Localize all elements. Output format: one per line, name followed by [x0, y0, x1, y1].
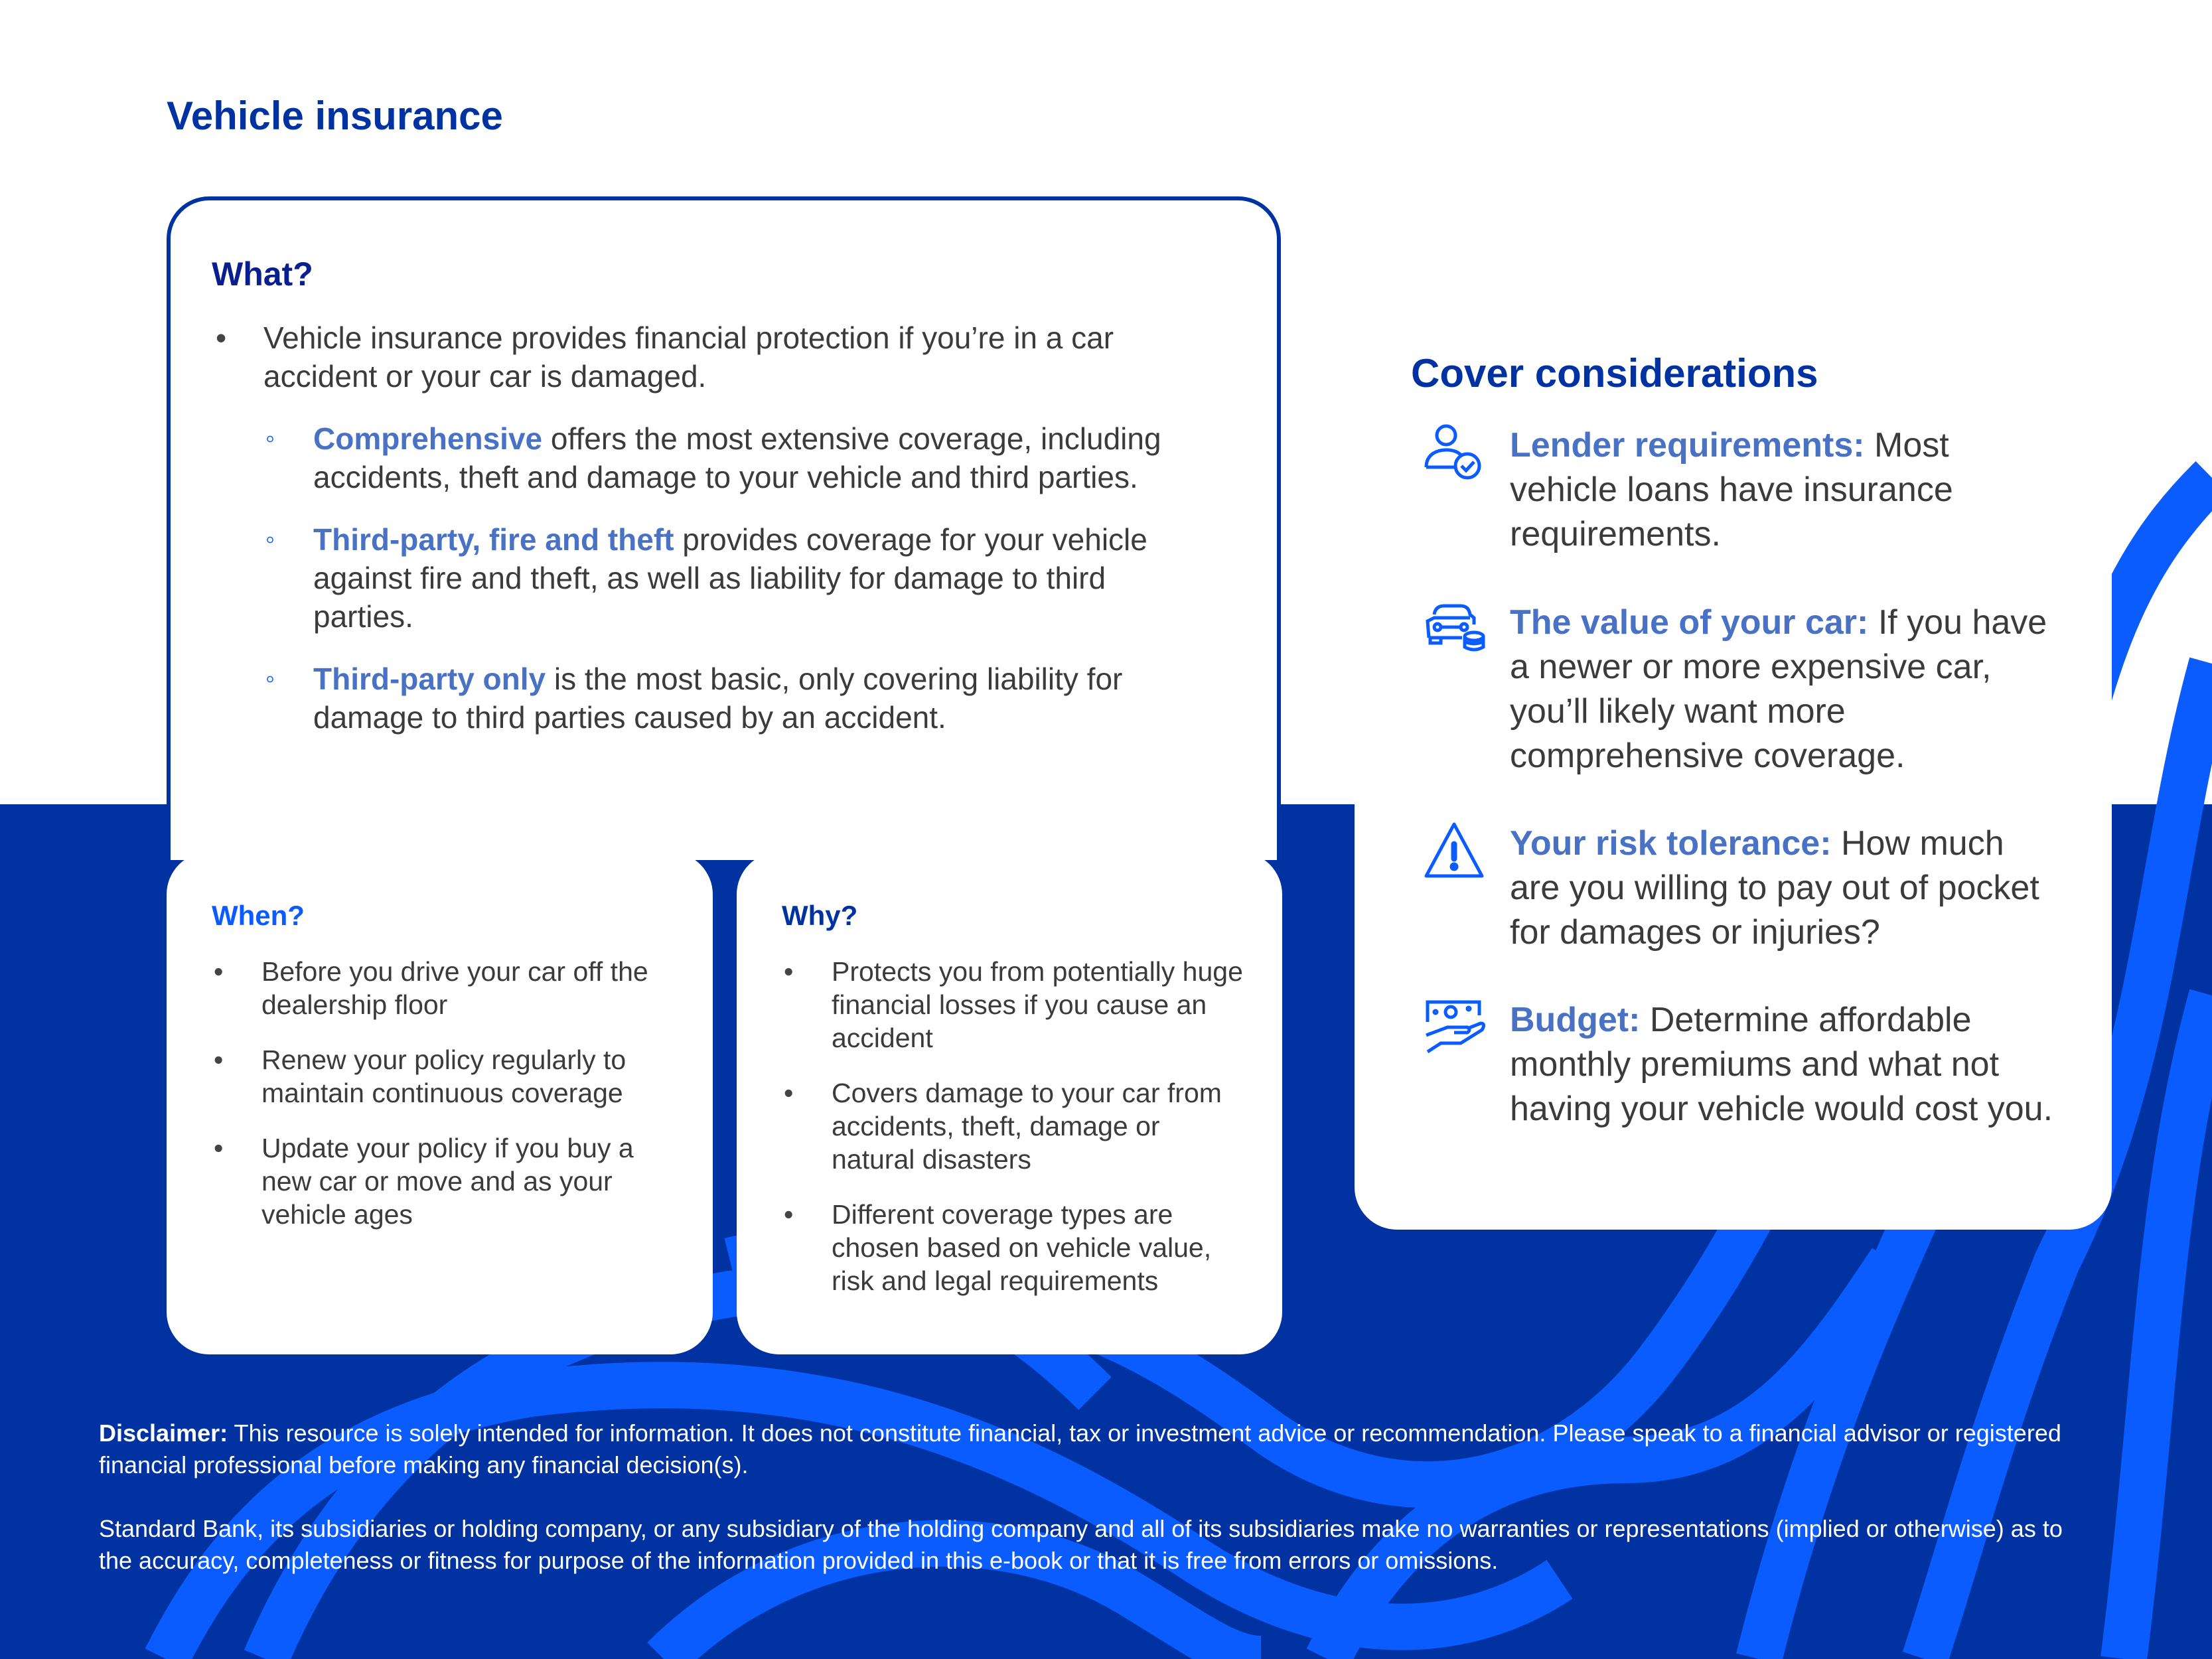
when-heading: When? [212, 900, 305, 931]
legal-text: Standard Bank, its subsidiaries or holding company, or any subsidiary of the holding company and all of its subsidiaries make no warranties or representations (implied or otherwise) as to the accuracy, completeness or fitness for purpose of the information provided in this e-book or that it is free from errors or omissions. [99, 1515, 2063, 1574]
when-item: • Update your policy if you buy a new car or move and as your vehicle ages [261, 1131, 673, 1231]
cover-item [1510, 423, 2054, 557]
disclaimer-body: This resource is solely intended for information. It does not constitute financial, tax or investment advice or recommendation. Please speak to a financial advisor or registered financial professional before making any financial decision(s). [99, 1419, 2061, 1479]
type-item [313, 520, 1193, 636]
what-intro [263, 319, 1193, 737]
cover-text: Determine affordable monthly premiums and what not having your vehicle would cost you. [1510, 1001, 2053, 1128]
type-text: is the most basic, only covering liability for damage to third parties caused by an accident. [313, 662, 1123, 735]
when-item: • Before you drive your car off the dealership floor [261, 955, 673, 1021]
hand-money-icon [1421, 995, 1487, 1062]
cover-text: How much are you willing to pay out of pocket for damages or injuries? [1510, 824, 2039, 952]
type-term: Third-party only [313, 662, 546, 696]
intro-text: Vehicle insurance provides financial protection if you’re in a car accident or your car is damaged. [263, 321, 1114, 394]
why-item: • Covers damage to your car from accidents, theft, damage or natural disasters [832, 1076, 1243, 1176]
disclaimer-text [99, 1417, 2090, 1481]
page-title: Vehicle insurance [167, 94, 503, 138]
type-term: Comprehensive [313, 421, 543, 456]
type-item [313, 419, 1193, 496]
cover-text: If you have a newer or more expensive car, you’ll likely want more comprehensive coverage. [1510, 603, 2047, 775]
why-item: • Different coverage types are chosen based on vehicle value, risk and legal requirements [832, 1198, 1243, 1297]
user-check-icon [1421, 421, 1487, 487]
car-coins-icon [1421, 598, 1487, 664]
cover-term: Budget: [1510, 1001, 1641, 1039]
warning-icon [1421, 819, 1487, 885]
cover-item [1510, 601, 2054, 778]
why-card [737, 852, 1282, 1354]
disclaimer-label: Disclaimer: [99, 1419, 228, 1447]
why-heading: Why? [782, 900, 858, 931]
cover-heading: Cover considerations [1411, 351, 1818, 396]
cover-item [1510, 822, 2054, 955]
why-item: • Protects you from potentially huge financial losses if you cause an accident [832, 955, 1243, 1054]
type-item [313, 660, 1193, 737]
cover-item [1510, 998, 2054, 1131]
when-item: • Renew your policy regularly to maintain continuous coverage [261, 1043, 673, 1110]
what-heading: What? [212, 255, 313, 293]
type-text: provides coverage for your vehicle against fire and theft, as well as liability for damage to third parties. [313, 522, 1147, 634]
cover-considerations-card [1355, 0, 2112, 1230]
when-card [167, 852, 713, 1354]
what-section [167, 196, 1281, 860]
type-term: Third-party, fire and theft [313, 522, 674, 557]
cover-text: Most vehicle loans have insurance requirements. [1510, 426, 1953, 553]
cover-term: Lender requirements: [1510, 426, 1865, 465]
disclaimer [99, 1417, 2090, 1609]
cover-term: The value of your car: [1510, 603, 1869, 642]
cover-term: Your risk tolerance: [1510, 824, 1832, 863]
type-text: offers the most extensive coverage, including accidents, theft and damage to your vehicle and third parties. [313, 421, 1161, 494]
